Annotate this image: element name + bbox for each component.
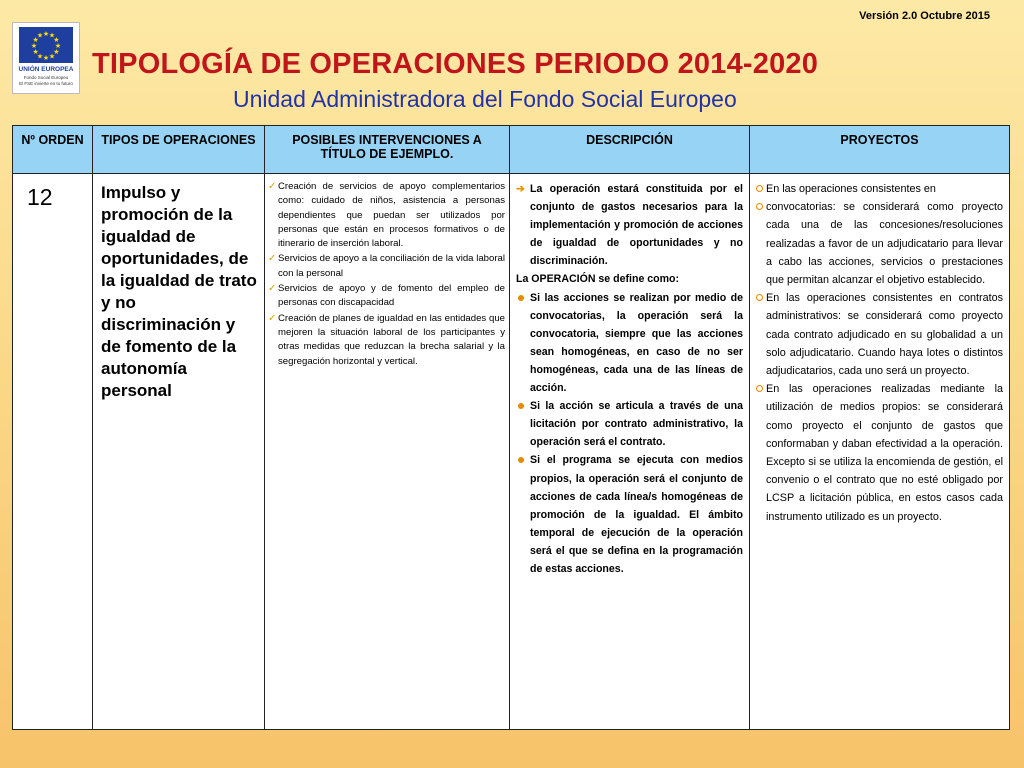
bullet-icon bbox=[518, 403, 524, 409]
list-item: En las operaciones realizadas mediante la utilización de medios propios: se considerará como proyecto el conjunto de gastos que conformaban y daban efectividad a la operación. Excepto si se utiliza la encomienda de gestión, el convenio o el contrato que no esté obligado por LCSP a licitación pública, en estos casos cada instrumento utilizado es un proyecto. bbox=[756, 380, 1003, 526]
circle-bullet-icon bbox=[756, 185, 763, 192]
interventions-cell bbox=[265, 174, 510, 730]
table-header-row bbox=[13, 126, 1010, 174]
circle-bullet-icon bbox=[756, 385, 763, 392]
svg-text:★: ★ bbox=[36, 52, 44, 61]
operation-type: Impulso y promoción de la igualdad de oportunidades, de la igualdad de trato y no discriminación y de fomento de la autonomía personal bbox=[93, 174, 265, 730]
header-order: Nº ORDEN bbox=[13, 126, 93, 174]
logo-label: UNIÓN EUROPEA bbox=[18, 66, 74, 73]
description-definition: La OPERACIÓN se define como: bbox=[516, 273, 680, 286]
header-interventions: POSIBLES INTERVENCIONES A TÍTULO DE EJEMPLO. bbox=[265, 126, 510, 174]
list-item: Si el programa se ejecuta con medios propios, la operación será el conjunto de acciones de cada línea/s homogéneas de promoción de la igualdad. El ámbito temporal de ejecución de la operación será el que se defina en la programación de estas acciones. bbox=[516, 451, 743, 578]
bullet-icon bbox=[518, 457, 524, 463]
description-cell bbox=[510, 174, 750, 730]
svg-text:★: ★ bbox=[53, 36, 60, 44]
list-item: Si la acción se articula a través de una licitación por contrato administrativo, la operación será el contrato. bbox=[516, 397, 743, 451]
table-row bbox=[13, 174, 1010, 730]
circle-bullet-icon bbox=[756, 203, 763, 210]
arrow-right-icon: ➔ bbox=[516, 183, 525, 195]
svg-text:★: ★ bbox=[42, 54, 50, 62]
check-icon: ✓ bbox=[268, 181, 277, 192]
list-item: En las operaciones consistentes en contratos administrativos: se considerará como proyecto cada contrato adjudicado en su globalidad a un solo adjudicatario. Cuando haya lotes o distintos adjudicatarios, cada uno será un proyecto. bbox=[756, 289, 1003, 380]
page-subtitle: Unidad Administradora del Fondo Social Europeo bbox=[233, 86, 737, 112]
order-number: 12 bbox=[13, 174, 93, 730]
projects-cell bbox=[750, 174, 1010, 730]
svg-text:★: ★ bbox=[54, 42, 62, 50]
check-icon: ✓ bbox=[268, 253, 277, 265]
logo-subtext: Fondo Social Europeo El FSE invierte en tu futuro bbox=[19, 75, 73, 86]
list-item: ✓ Servicios de apoyo a la conciliación de la vida laboral con la personal bbox=[268, 253, 505, 279]
projects-list bbox=[756, 180, 1003, 526]
svg-text:★: ★ bbox=[32, 36, 39, 44]
svg-text:★: ★ bbox=[48, 31, 56, 40]
svg-text:★: ★ bbox=[36, 31, 44, 40]
page-title: TIPOLOGÍA DE OPERACIONES PERIODO 2014-2020 bbox=[92, 48, 819, 80]
svg-text:★: ★ bbox=[32, 48, 39, 56]
list-item: Si las acciones se realizan por medio de convocatorias, la operación será la convocatoria, siempre que las acciones sean homogéneas, en caso de no ser homogéneas, cada una de las líneas de acción. bbox=[516, 289, 743, 398]
list-item: ✓ Creación de planes de igualdad en las entidades que mejoren la situación laboral de los participantes y otras medidas que reduzcan la brecha salarial y la segregación horizontal y vertical. bbox=[268, 312, 505, 367]
list-item: ✓ Creación de servicios de apoyo complementarios como: cuidado de niños, asistencia a personas dependientes que puedan ser utilizados por personas que están en procesos formativos o de itinerario de inserción laboral. bbox=[268, 181, 505, 250]
list-item: ✓ Servicios de apoyo y de fomento del empleo de personas con discapacidad bbox=[268, 283, 505, 309]
svg-text:★: ★ bbox=[30, 42, 38, 50]
interventions-list bbox=[269, 180, 505, 369]
header-description: DESCRIPCIÓN bbox=[510, 126, 750, 174]
svg-text:★: ★ bbox=[48, 52, 56, 61]
svg-text:★: ★ bbox=[53, 48, 60, 56]
eu-flag-icon bbox=[19, 27, 73, 63]
check-icon: ✓ bbox=[268, 283, 277, 295]
eu-logo bbox=[12, 22, 80, 94]
operations-table bbox=[12, 125, 1010, 730]
svg-text:★: ★ bbox=[42, 30, 50, 38]
check-icon: ✓ bbox=[268, 312, 277, 324]
bullet-icon bbox=[518, 295, 524, 301]
circle-bullet-icon bbox=[756, 294, 763, 301]
version-label: Versión 2.0 Octubre 2015 bbox=[859, 10, 990, 22]
description-lead: ➔ La operación estará constituida por el conjunto de gastos necesarios para la implementación y promoción de acciones de igualdad de oportunidades y no discriminación. bbox=[516, 180, 743, 270]
eu-stars-icon bbox=[19, 27, 73, 63]
header-types: TIPOS DE OPERACIONES bbox=[93, 126, 265, 174]
list-item: convocatorias: se considerará como proyecto cada una de las concesiones/resoluciones realizadas a favor de un adjudicatario para llevar a cabo las acciones, servicios o prestaciones que permitan alcanzar el objetivo establecido. bbox=[756, 198, 1003, 289]
header-projects: PROYECTOS bbox=[750, 126, 1010, 174]
list-item: En las operaciones consistentes en bbox=[756, 180, 1003, 198]
